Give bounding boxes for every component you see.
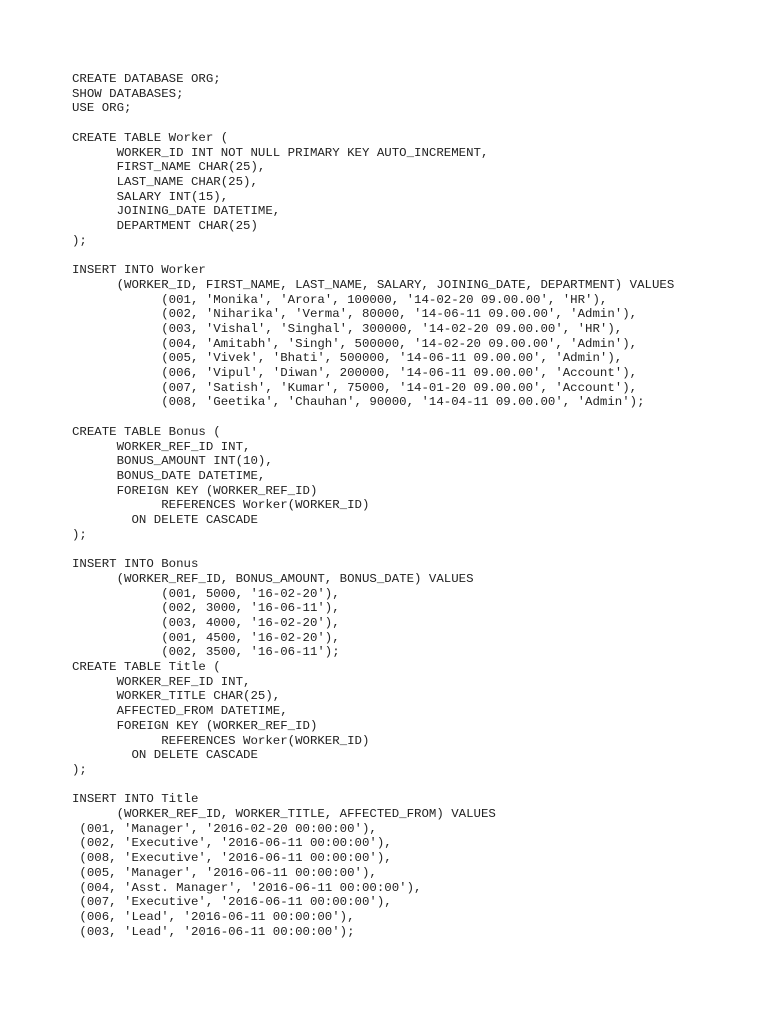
code-line: FOREIGN KEY (WORKER_REF_ID) [72,483,318,498]
code-line: (007, 'Satish', 'Kumar', 75000, '14-01-20 09.00.00', 'Account'), [72,380,638,395]
code-line: (WORKER_REF_ID, WORKER_TITLE, AFFECTED_FROM) VALUES [72,807,496,822]
code-line: REFERENCES Worker(WORKER_ID) [72,498,370,513]
code-line: REFERENCES Worker(WORKER_ID) [72,733,370,748]
code-line: WORKER_REF_ID INT, [72,439,251,454]
code-line: JOINING_DATE DATETIME, [72,204,281,219]
code-line: FIRST_NAME CHAR(25), [72,160,266,175]
code-line: INSERT INTO Title [72,792,199,807]
code-line: (001, 5000, '16-02-20'), [72,586,340,601]
code-line: (007, 'Executive', '2016-06-11 00:00:00'), [72,895,392,910]
code-line: (WORKER_ID, FIRST_NAME, LAST_NAME, SALARY, JOINING_DATE, DEPARTMENT) VALUES [72,277,675,292]
code-line: INSERT INTO Bonus [72,557,199,572]
code-line: (008, 'Executive', '2016-06-11 00:00:00'), [72,851,392,866]
code-line: SALARY INT(15), [72,189,229,204]
code-line: (003, 'Lead', '2016-06-11 00:00:00'); [72,924,355,939]
code-line: CREATE DATABASE ORG; [72,72,221,86]
code-line [72,410,674,425]
code-line: (006, 'Vipul', 'Diwan', 200000, '14-06-11 09.00.00', 'Account'), [72,366,638,381]
code-line: (WORKER_REF_ID, BONUS_AMOUNT, BONUS_DATE) VALUES [72,571,474,586]
code-line: WORKER_ID INT NOT NULL PRIMARY KEY AUTO_INCREMENT, [72,145,489,160]
code-line: (005, 'Manager', '2016-06-11 00:00:00'), [72,865,377,880]
code-line: (004, 'Asst. Manager', '2016-06-11 00:00:00'), [72,880,422,895]
code-line [72,116,674,131]
code-line: (002, 3000, '16-06-11'), [72,601,340,616]
code-line: CREATE TABLE Title ( [72,660,221,675]
code-line: (002, 'Niharika', 'Verma', 80000, '14-06-11 09.00.00', 'Admin'), [72,307,638,322]
code-line: SHOW DATABASES; [72,86,184,101]
code-line: (002, 'Executive', '2016-06-11 00:00:00'), [72,836,392,851]
code-line: CREATE TABLE Worker ( [72,130,229,145]
code-line: BONUS_AMOUNT INT(10), [72,454,273,469]
code-line: (005, 'Vivek', 'Bhati', 500000, '14-06-11 09.00.00', 'Admin'), [72,351,623,366]
code-line: (008, 'Geetika', 'Chauhan', 90000, '14-04-11 09.00.00', 'Admin'); [72,395,645,410]
code-line: (003, 'Vishal', 'Singhal', 300000, '14-02-20 09.00.00', 'HR'), [72,321,623,336]
code-line [72,248,674,263]
code-line: USE ORG; [72,101,132,116]
sql-code-block [72,72,674,939]
code-line: ); [72,762,87,777]
code-line: (001, 'Manager', '2016-02-20 00:00:00'), [72,821,377,836]
code-line [72,778,674,793]
code-line: (001, 4500, '16-02-20'), [72,630,340,645]
code-line: WORKER_REF_ID INT, [72,674,251,689]
code-line: (002, 3500, '16-06-11'); [72,645,340,660]
code-line: LAST_NAME CHAR(25), [72,174,258,189]
code-line: DEPARTMENT CHAR(25) [72,219,258,234]
code-line: (003, 4000, '16-02-20'), [72,615,340,630]
code-line: AFFECTED_FROM DATETIME, [72,704,288,719]
code-line: (006, 'Lead', '2016-06-11 00:00:00'), [72,910,355,924]
code-line: (004, 'Amitabh', 'Singh', 500000, '14-02-20 09.00.00', 'Admin'), [72,336,638,351]
code-line: ON DELETE CASCADE [72,748,258,763]
code-line: INSERT INTO Worker [72,263,206,278]
code-line: ); [72,233,87,248]
code-line: ON DELETE CASCADE [72,513,258,528]
code-line: BONUS_DATE DATETIME, [72,468,266,483]
code-line [72,542,674,557]
code-line: (001, 'Monika', 'Arora', 100000, '14-02-20 09.00.00', 'HR'), [72,292,608,307]
code-line: WORKER_TITLE CHAR(25), [72,689,281,704]
code-line: ); [72,527,87,542]
code-line: FOREIGN KEY (WORKER_REF_ID) [72,718,318,733]
code-line: CREATE TABLE Bonus ( [72,424,221,439]
